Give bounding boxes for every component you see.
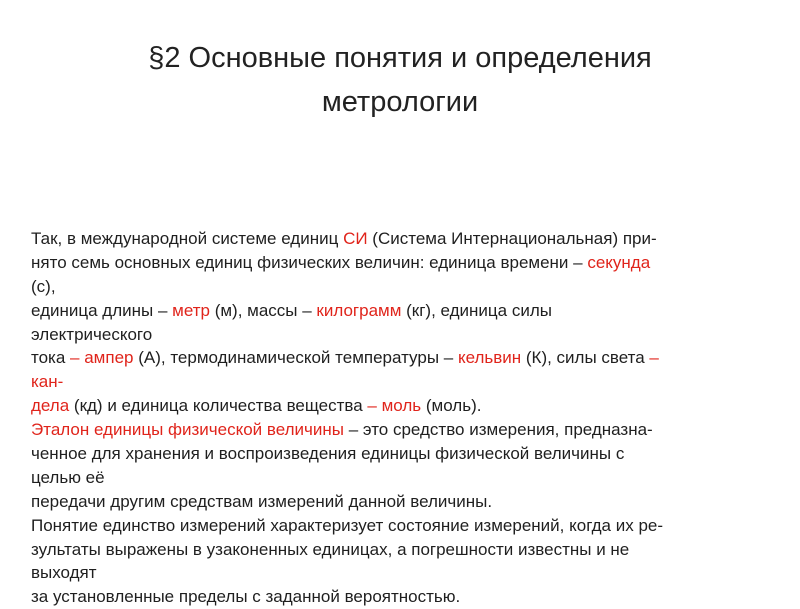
text-line (31, 251, 776, 275)
text-line (31, 370, 776, 394)
term-si: СИ (343, 229, 368, 248)
text-line (31, 346, 776, 370)
text-line (31, 490, 776, 514)
text-segment: тока (31, 348, 71, 368)
text-segment: электрического (31, 324, 153, 344)
term-ampere: – ампер (70, 348, 134, 368)
text-line (31, 561, 776, 585)
body-text (31, 227, 776, 609)
text-line (31, 299, 776, 323)
term-kilogram: килограмм (316, 300, 402, 320)
text-line (31, 227, 776, 251)
text-segment: Понятие единство измерений характеризует состояние измерений, когда их ре- (31, 515, 664, 535)
text-segment: Так, в международной системе единиц (31, 229, 344, 248)
text-segment: нято семь основных единиц физических величин: единица времени – (31, 252, 588, 272)
text-segment: ченное для хранения и воспроизведения единицы физической величины с (31, 444, 625, 464)
text-segment: (кд) и единица количества вещества (69, 396, 368, 416)
text-line (31, 323, 776, 347)
text-line (31, 514, 776, 538)
text-segment: выходят (31, 563, 97, 583)
title-line-1: §2 Основные понятия и определения (148, 42, 652, 74)
text-segment: – это средство измерения, предназна- (344, 420, 653, 440)
text-segment: (Система Интернациональная) при- (367, 229, 657, 248)
text-line (31, 466, 776, 490)
term-mole: – моль (367, 396, 422, 416)
text-line (31, 394, 776, 418)
text-line (31, 442, 776, 466)
title-line-2: метрологии (321, 86, 479, 118)
term-kelvin: кельвин (457, 348, 522, 368)
term-standard: Эталон единицы физической величины (31, 420, 344, 440)
text-line (31, 585, 776, 609)
text-segment: (К), силы света (521, 348, 650, 368)
text-line (31, 538, 776, 562)
slide-title (0, 36, 800, 124)
term-candela-part2: дела (31, 396, 70, 416)
text-line (31, 275, 776, 299)
text-segment: единица длины – (31, 300, 173, 320)
text-segment: целью её (31, 467, 105, 487)
text-segment: (моль). (421, 396, 482, 416)
text-segment: передачи другим средствам измерений данной величины. (31, 491, 493, 511)
term-candela-part1: кан- (31, 372, 64, 392)
text-segment: зультаты выражены в узаконенных единицах, а погрешности известны и не (31, 539, 630, 559)
text-line (31, 418, 776, 442)
text-segment: (кг), единица силы (401, 300, 552, 320)
text-segment: (с), (31, 276, 56, 296)
term-second: секунда (587, 252, 651, 272)
text-segment: за установленные пределы с заданной вероятностью. (31, 587, 461, 607)
text-segment: (А), термодинамической температуры – (133, 348, 458, 368)
term-candela-dash: – (649, 348, 659, 368)
term-metre: метр (172, 300, 210, 320)
text-segment: (м), массы – (209, 300, 317, 320)
